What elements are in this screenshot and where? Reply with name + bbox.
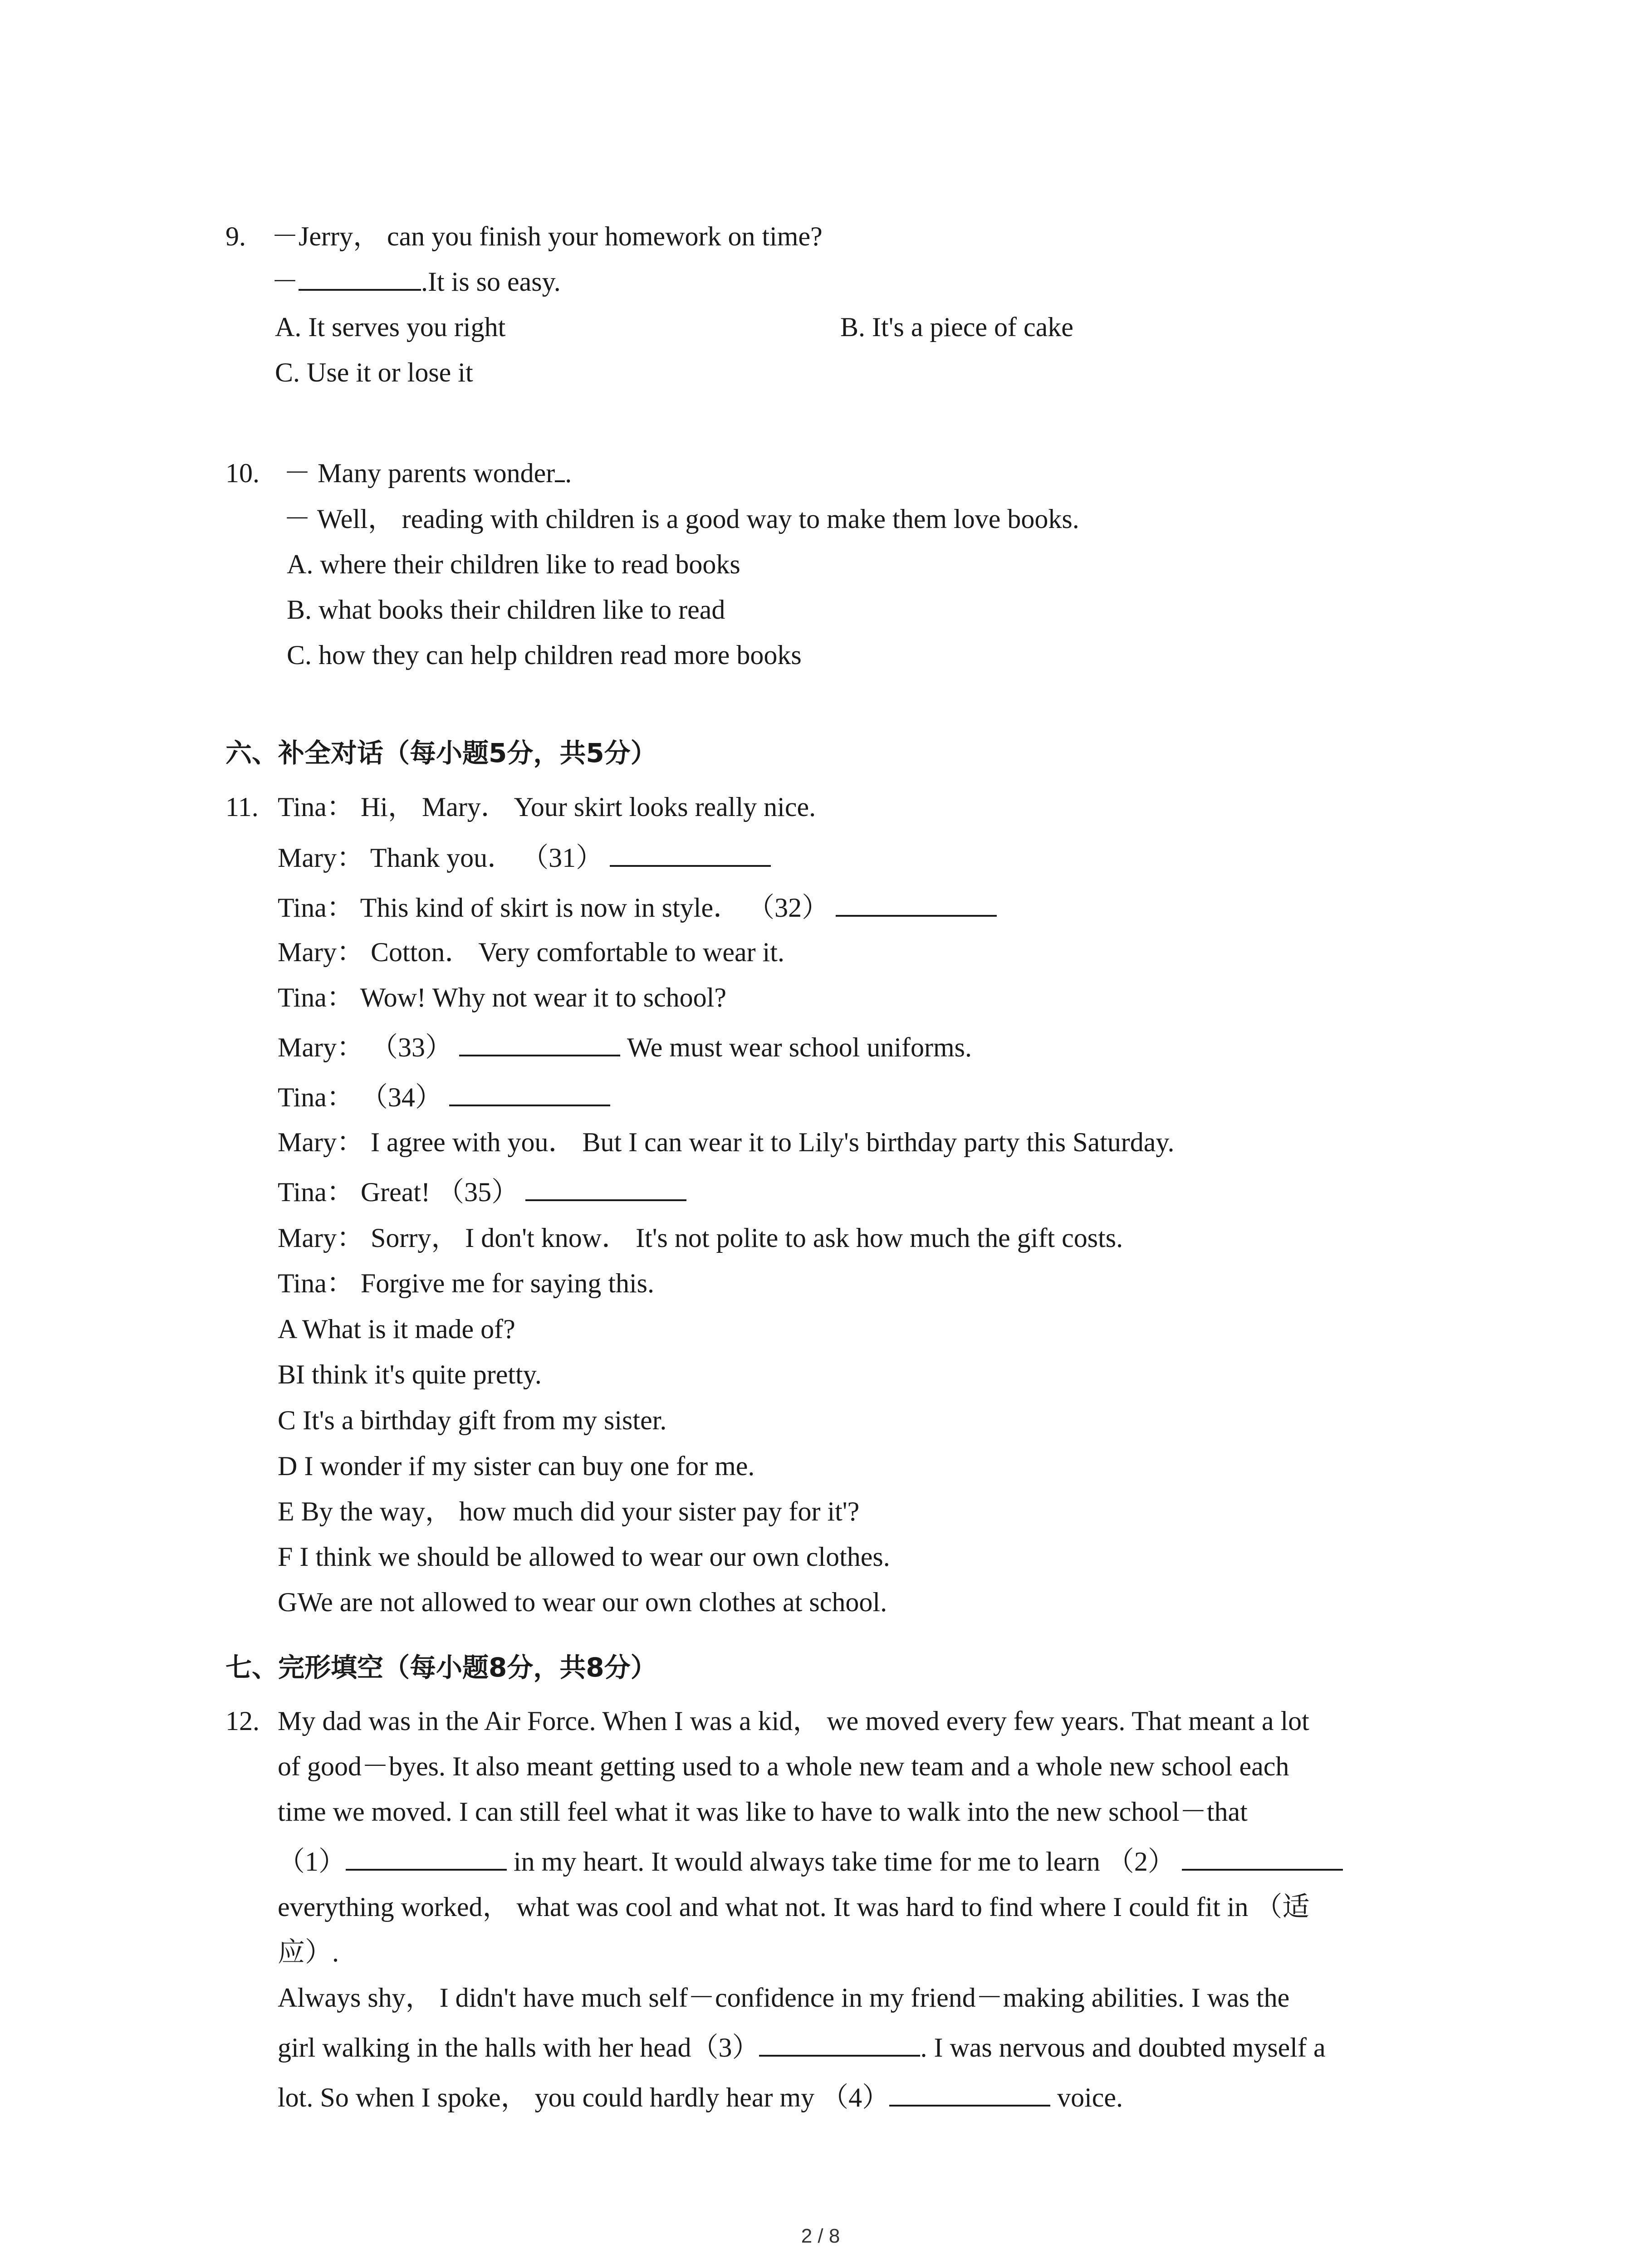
option-f: F I think we should be allowed to wear our own clothes. <box>278 1542 890 1572</box>
q10-question-suffix: . <box>565 458 572 488</box>
q9-answer-line <box>271 265 561 298</box>
passage-line: 应）. <box>278 1937 339 1967</box>
dialogue-text: Mary： Cotton． Very comfortable to wear it. <box>278 937 784 967</box>
dialogue-line <box>278 936 784 968</box>
passage-line <box>278 2031 1326 2064</box>
blank-1 <box>346 1845 507 1871</box>
dialogue-text: Mary： （33） <box>278 1032 452 1062</box>
question-number-11: 11. <box>225 792 259 822</box>
dialogue-text: Mary： Thank you． （31） <box>278 843 603 873</box>
passage-line: time we moved. I can still feel what it was like to have to walk into the new school－that <box>278 1797 1248 1827</box>
dialogue-line <box>278 1031 972 1064</box>
blank-32 <box>836 891 997 917</box>
section-7-heading: 七、完形填空（每小题8分，共8分） <box>225 1652 657 1683</box>
q10-question <box>284 457 572 489</box>
q10-question-prefix: － Many parents wonder <box>284 458 555 488</box>
q9-option-c: C. Use it or lose it <box>275 357 473 387</box>
page-indicator: 2 / 8 <box>801 2225 840 2247</box>
blank-34 <box>449 1081 610 1106</box>
dialogue-text: Tina： Hi， Mary． Your skirt looks really nice. <box>278 792 816 822</box>
dialogue-line <box>278 1126 1174 1158</box>
passage-line: Always shy， I didn't have much self－confidence in my friend－making abilities. I was the <box>278 1983 1290 2013</box>
passage-text: lot. So when I spoke， you could hardly hear my （4） <box>278 2082 890 2112</box>
q9-option-b: B. It's a piece of cake <box>840 312 1073 342</box>
blank-31 <box>610 841 771 867</box>
option-a: A What is it made of? <box>278 1314 515 1344</box>
dialogue-text: Mary： I agree with you． But I can wear it to Lily's birthday party this Saturday. <box>278 1127 1175 1157</box>
option-c: C It's a birthday gift from my sister. <box>278 1405 667 1435</box>
passage-line: My dad was in the Air Force. When I was a kid， we moved every few years. That meant a lot <box>278 1706 1309 1736</box>
passage-line: of good－byes. It also meant getting used to a whole new team and a whole new school each <box>278 1751 1289 1781</box>
q9-question: －Jerry， can you finish your homework on time? <box>271 221 823 251</box>
passage-line <box>278 1845 1343 1878</box>
dialogue-line <box>278 891 997 924</box>
option-b: BI think it's quite pretty. <box>278 1359 542 1389</box>
dialogue-text: Tina： （34） <box>278 1082 442 1112</box>
blank-2 <box>1182 1845 1343 1871</box>
dialogue-text: Mary： Sorry， I don't know． It's not polite to ask how much the gift costs. <box>278 1223 1123 1253</box>
dialogue-text: Tina： Forgive me for saying this. <box>278 1268 655 1298</box>
dialogue-line <box>278 791 816 823</box>
question-number-9: 9. <box>225 221 246 251</box>
blank-4 <box>889 2081 1050 2107</box>
dialogue-text: Tina： Wow! Why not wear it to school? <box>278 982 726 1012</box>
dialogue-text: We must wear school uniforms. <box>620 1032 972 1062</box>
dialogue-line <box>278 841 771 874</box>
dialogue-line <box>278 981 726 1014</box>
passage-text: . I was nervous and doubted myself a <box>920 2033 1326 2063</box>
question-number-10: 10. <box>225 458 260 488</box>
q9-answer-blank <box>299 265 421 291</box>
option-e: E By the way， how much did your sister pay for it'? <box>278 1496 860 1526</box>
q9-answer-suffix: .It is so easy. <box>421 267 561 297</box>
dialogue-text: Tina： Great! （35） <box>278 1177 519 1207</box>
option-d: D I wonder if my sister can buy one for me. <box>278 1451 755 1481</box>
passage-text: in my heart. It would always take time for me to learn （2） <box>507 1847 1175 1877</box>
q10-option-a: A. where their children like to read books <box>287 549 740 579</box>
q9-answer-prefix: － <box>271 267 299 297</box>
passage-text: （1） <box>278 1847 346 1877</box>
q10-reply: － Well， reading with children is a good way to make them love books. <box>284 504 1079 534</box>
blank-3 <box>759 2031 920 2057</box>
dialogue-line <box>278 1267 654 1300</box>
dialogue-line <box>278 1081 610 1114</box>
passage-line <box>278 2081 1123 2114</box>
q10-question-blank <box>555 457 565 482</box>
question-number-12: 12. <box>225 1706 260 1736</box>
section-6-heading: 六、补全对话（每小题5分，共5分） <box>225 738 657 768</box>
blank-33 <box>459 1031 620 1056</box>
passage-line: everything worked， what was cool and what not. It was hard to find where I could fit in （适 <box>278 1892 1310 1922</box>
dialogue-line <box>278 1222 1123 1254</box>
passage-text: girl walking in the halls with her head（3） <box>278 2033 759 2063</box>
option-g: GWe are not allowed to wear our own clothes at school. <box>278 1587 887 1617</box>
dialogue-line <box>278 1176 686 1208</box>
q10-option-b: B. what books their children like to read <box>287 595 725 625</box>
q10-option-c: C. how they can help children read more books <box>287 640 802 670</box>
passage-text: voice. <box>1050 2082 1123 2112</box>
dialogue-text: Tina： This kind of skirt is now in style． （32） <box>278 893 829 923</box>
blank-35 <box>525 1176 686 1201</box>
q9-option-a: A. It serves you right <box>275 312 506 342</box>
